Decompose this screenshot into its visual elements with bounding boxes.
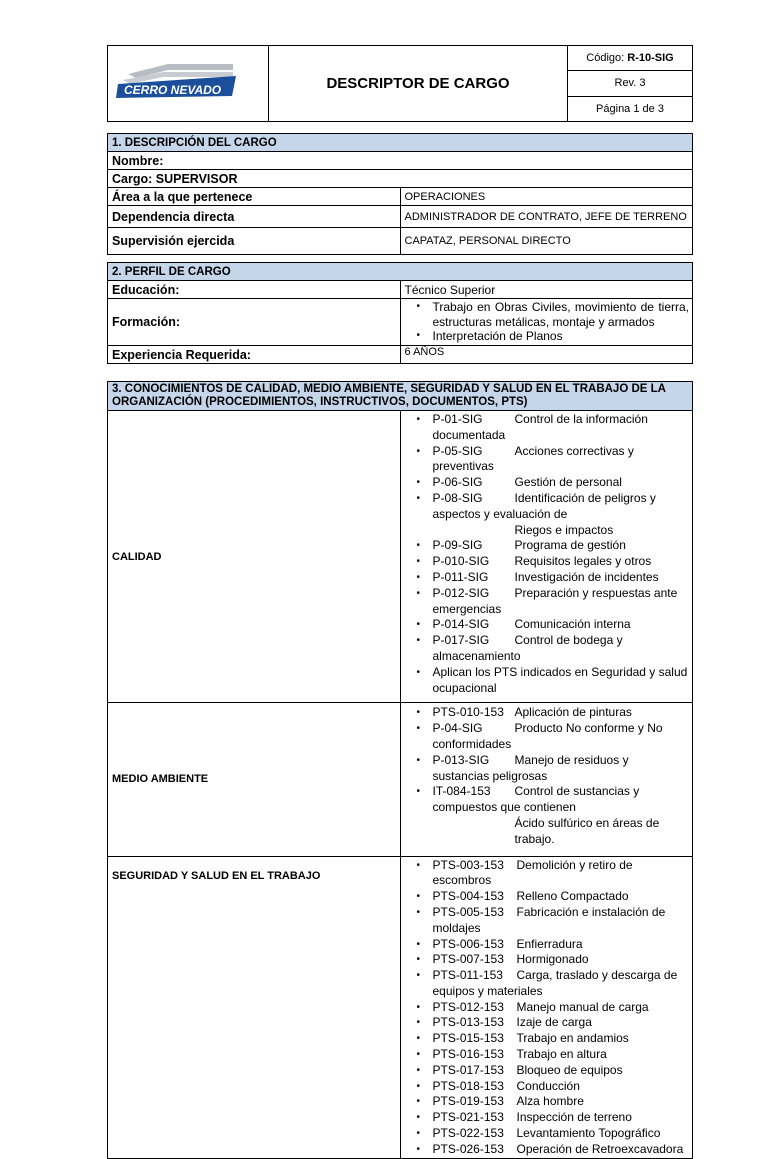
procedure-title: Control de sustancias y compuestos que contienen — [432, 784, 640, 815]
procedure-code: PTS-016-153 — [432, 1047, 504, 1062]
procedure-title: Identificación de peligros y aspectos y evaluación de — [432, 490, 656, 521]
procedure-code: P-014-SIG — [432, 617, 490, 632]
procedure-title: Preparación y respuestas ante emergencias — [432, 585, 678, 616]
list-item — [433, 586, 689, 618]
list-item — [433, 937, 689, 953]
procedure-title: Investigación de incidentes — [514, 569, 659, 584]
procedure-code: P-09-SIG — [432, 538, 483, 553]
educacion-label: Educación: — [108, 281, 401, 299]
procedure-code: P-010-SIG — [432, 554, 490, 569]
procedure-title: Fabricación e instalación de moldajes — [432, 904, 666, 935]
procedure-title: Levantamiento Topográfico — [516, 1126, 661, 1141]
procedure-title-continued: Riegos e impactos — [514, 522, 614, 537]
procedure-code: PTS-007-153 — [432, 952, 504, 967]
list-item — [433, 753, 689, 785]
procedure-title: Izaje de carga — [516, 1015, 592, 1030]
procedure-code: PTS-013-153 — [432, 1015, 504, 1030]
seguridad-label: SEGURIDAD Y SALUD EN EL TRABAJO — [108, 856, 401, 1158]
supervision-value: CAPATAZ, PERSONAL DIRECTO — [400, 228, 693, 255]
procedure-code: PTS-015-153 — [432, 1031, 504, 1046]
procedure-title: Aplicación de pinturas — [514, 705, 632, 720]
procedure-code: PTS-026-153 — [432, 1141, 504, 1156]
formacion-label: Formación: — [108, 299, 401, 346]
procedure-title: Carga, traslado y descarga de equipos y materiales — [432, 968, 678, 998]
list-item — [433, 1094, 689, 1110]
list-item — [433, 617, 689, 633]
list-item: • Trabajo en Obras Civiles, movimiento de tierra, estructuras metálicas, montaje y armados — [433, 300, 690, 329]
procedure-code: PTS-019-153 — [432, 1094, 504, 1109]
procedure-title: Bloqueo de equipos — [516, 1062, 623, 1077]
document-revision: Rev. 3 — [568, 71, 693, 96]
procedure-title: Manejo de residuos y sustancias peligrosas — [432, 752, 629, 783]
procedure-code: PTS-012-153 — [432, 999, 504, 1014]
document-title: DESCRIPTOR DE CARGO — [269, 46, 568, 122]
procedure-title: Enfierradura — [516, 936, 583, 951]
procedure-title: Relleno Compactado — [516, 889, 629, 904]
list-item — [433, 1063, 689, 1079]
procedure-title: Demolición y retiro de escombros — [432, 857, 633, 888]
educacion-value: Técnico Superior — [400, 281, 693, 299]
list-item — [433, 475, 689, 491]
procedure-code: P-05-SIG — [432, 443, 483, 458]
calidad-list-cell — [400, 411, 693, 703]
list-item — [433, 1015, 689, 1031]
dependencia-label: Dependencia directa — [108, 206, 401, 228]
procedure-code: P-01-SIG — [432, 412, 483, 426]
logo-text: CERRO NEVADO — [124, 83, 222, 97]
list-item — [433, 889, 689, 905]
list-item — [433, 952, 689, 968]
procedure-code: P-04-SIG — [432, 721, 483, 736]
seguridad-list-cell — [400, 856, 693, 1158]
list-item — [433, 412, 689, 444]
document-header — [107, 45, 693, 122]
list-item — [433, 784, 689, 847]
section-2-heading: 2. PERFIL DE CARGO — [108, 263, 693, 281]
section-profile — [107, 262, 693, 364]
procedure-code: PTS-018-153 — [432, 1078, 504, 1093]
procedure-title: Trabajo en andamios — [516, 1031, 629, 1046]
list-item — [433, 968, 689, 1000]
procedure-title: Alza hombre — [516, 1094, 584, 1109]
calidad-label: CALIDAD — [108, 411, 401, 703]
procedure-code: P-013-SIG — [432, 752, 490, 767]
formacion-list — [405, 300, 690, 344]
seguridad-list — [405, 858, 689, 1158]
procedure-title: Comunicación interna — [514, 617, 631, 632]
procedure-code: P-012-SIG — [432, 585, 490, 600]
procedure-title: Acciones correctivas y preventivas — [432, 443, 634, 474]
procedure-title: Manejo manual de carga — [516, 999, 649, 1014]
procedure-code: P-06-SIG — [432, 475, 483, 490]
list-item — [433, 1031, 689, 1047]
procedure-title: Programa de gestión — [514, 538, 626, 553]
list-item — [433, 1142, 689, 1158]
list-item — [433, 491, 689, 538]
area-label: Área a la que pertenece — [108, 188, 401, 206]
procedure-code: PTS-021-153 — [432, 1110, 504, 1125]
procedure-code: IT-084-153 — [432, 784, 491, 799]
list-item — [433, 633, 689, 665]
list-item — [433, 858, 689, 890]
document-code: Código: R-10-SIG — [568, 46, 693, 71]
list-item — [433, 665, 689, 697]
cargo-label: Cargo: SUPERVISOR — [108, 170, 693, 188]
list-item — [433, 905, 689, 937]
section-1-heading: 1. DESCRIPCIÓN DEL CARGO — [108, 134, 693, 152]
list-item: • Interpretación de Planos — [433, 329, 690, 344]
procedure-code: PTS-006-153 — [432, 936, 504, 951]
experiencia-value: 6 AÑOS — [400, 346, 693, 364]
procedure-code: P-08-SIG — [432, 490, 483, 505]
list-item — [433, 554, 689, 570]
procedure-title: Control de la información documentada — [432, 412, 648, 442]
procedure-title: Trabajo en altura — [516, 1047, 607, 1062]
list-item — [433, 1079, 689, 1095]
logo-cell — [108, 46, 269, 122]
section-knowledge — [107, 381, 693, 1159]
supervision-label: Supervisión ejercida — [108, 228, 401, 255]
experiencia-label: Experiencia Requerida: — [108, 346, 401, 364]
nombre-label: Nombre: — [108, 152, 693, 170]
medio-ambiente-list — [405, 705, 689, 847]
procedure-code: PTS-011-153 — [432, 968, 503, 983]
list-item — [433, 1110, 689, 1126]
procedure-title: Hormigonado — [516, 952, 589, 967]
procedure-title-continued: Ácido sulfúrico en áreas de trabajo. — [514, 815, 660, 846]
calidad-list — [405, 412, 689, 696]
list-item — [433, 721, 689, 753]
cerro-nevado-logo — [108, 46, 268, 116]
formacion-value — [400, 299, 693, 346]
procedure-code: PTS-017-153 — [432, 1062, 504, 1077]
procedure-title: Aplican los PTS indicados en Seguridad y salud ocupacional — [432, 664, 688, 695]
dependencia-value: ADMINISTRADOR DE CONTRATO, JEFE DE TERRENO — [400, 206, 693, 228]
procedure-title: Conducción — [516, 1078, 580, 1093]
medio-ambiente-label: MEDIO AMBIENTE — [108, 703, 401, 856]
list-item — [433, 538, 689, 554]
procedure-title: Inspección de terreno — [516, 1110, 632, 1125]
procedure-code: PTS-005-153 — [432, 904, 504, 919]
list-item — [433, 705, 689, 721]
list-item — [433, 444, 689, 476]
section-description — [107, 133, 693, 255]
medio-ambiente-list-cell — [400, 703, 693, 856]
procedure-code: P-017-SIG — [432, 633, 490, 648]
procedure-title: Control de bodega y almacenamiento — [432, 633, 623, 663]
list-item — [433, 570, 689, 586]
area-value: OPERACIONES — [400, 188, 693, 206]
procedure-title: Requisitos legales y otros — [514, 554, 652, 569]
list-item — [433, 1047, 689, 1063]
procedure-code: PTS-022-153 — [432, 1126, 504, 1141]
procedure-code: PTS-003-153 — [432, 857, 504, 872]
procedure-title: Operación de Retroexcavadora — [516, 1141, 684, 1156]
list-item — [433, 1000, 689, 1016]
procedure-title: Producto No conforme y No conformidades — [432, 721, 663, 751]
section-3-heading: 3. CONOCIMIENTOS DE CALIDAD, MEDIO AMBIENTE, SEGURIDAD Y SALUD EN EL TRABAJO DE LA ORGANIZACIÓN (PROCEDIMIENTOS, INSTRUCTIVOS, DOCUMENTOS, PTS) — [108, 382, 693, 411]
list-item — [433, 1126, 689, 1142]
procedure-title: Gestión de personal — [514, 475, 622, 490]
procedure-code: PTS-010-153 — [432, 705, 504, 720]
document-page: Página 1 de 3 — [568, 96, 693, 121]
procedure-code: PTS-004-153 — [432, 889, 504, 904]
procedure-code: P-011-SIG — [432, 569, 489, 584]
